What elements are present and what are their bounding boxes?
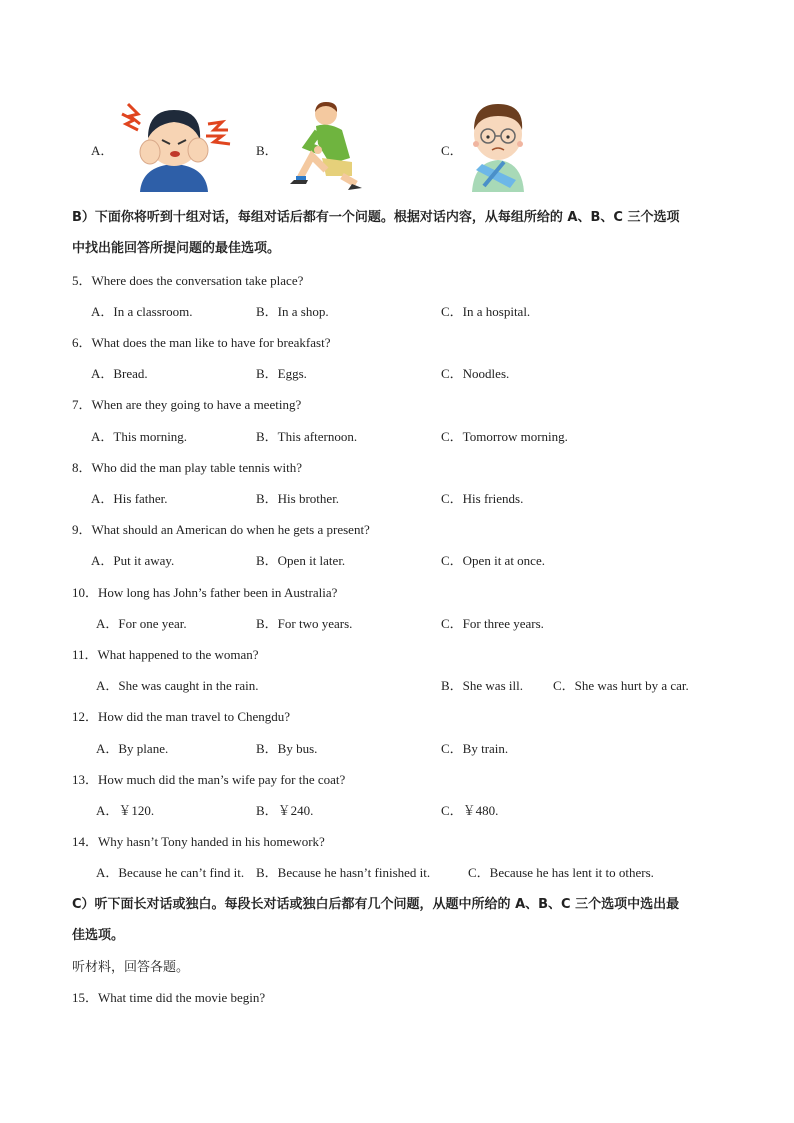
q8-option-c[interactable]: C．His friends. bbox=[441, 491, 524, 506]
q14-option-c[interactable]: C．Because he has lent it to others. bbox=[468, 865, 654, 880]
q11-option-c[interactable]: C．She was hurt by a car. bbox=[553, 678, 689, 693]
q12-option-c[interactable]: C．By train. bbox=[441, 741, 509, 756]
q13-option-a[interactable]: A．￥120. bbox=[96, 803, 155, 818]
question-15: 15．What time did the movie begin? bbox=[72, 990, 266, 1005]
section-c-instruction-line1: C）听下面长对话或独白。每段长对话或独白后都有几个问题，从题中所给的 A、B、C 三个选项中选出最 bbox=[72, 897, 680, 912]
boy-headache-icon bbox=[118, 100, 233, 192]
question-5: 5．Where does the conversation take place? bbox=[72, 273, 304, 288]
q7-option-b[interactable]: B．This afternoon. bbox=[256, 429, 358, 444]
question-13: 13．How much did the man’s wife pay for the coat? bbox=[72, 772, 346, 787]
question-12: 12．How did the man travel to Chengdu? bbox=[72, 709, 291, 724]
section-c-instruction-line2: 佳选项。 bbox=[72, 928, 125, 943]
q5-option-b[interactable]: B．In a shop. bbox=[256, 304, 329, 319]
boy-arm-sling-icon bbox=[464, 100, 532, 192]
q5-option-c[interactable]: C．In a hospital. bbox=[441, 304, 531, 319]
question-14: 14．Why hasn’t Tony handed in his homework? bbox=[72, 834, 325, 849]
q5-option-a[interactable]: A．In a classroom. bbox=[91, 304, 193, 319]
q8-option-a[interactable]: A．His father. bbox=[91, 491, 168, 506]
q11-option-b[interactable]: B．She was ill. bbox=[441, 678, 523, 693]
question-7: 7．When are they going to have a meeting? bbox=[72, 397, 302, 412]
q9-option-b[interactable]: B．Open it later. bbox=[256, 553, 346, 568]
q6-option-a[interactable]: A．Bread. bbox=[91, 366, 148, 381]
q9-option-c[interactable]: C．Open it at once. bbox=[441, 553, 545, 568]
q11-option-a[interactable]: A．She was caught in the rain. bbox=[96, 678, 259, 693]
q6-option-c[interactable]: C．Noodles. bbox=[441, 366, 510, 381]
option-b-label: B． bbox=[256, 143, 278, 158]
q12-option-b[interactable]: B．By bus. bbox=[256, 741, 318, 756]
q13-option-b[interactable]: B．￥240. bbox=[256, 803, 314, 818]
q12-option-a[interactable]: A．By plane. bbox=[96, 741, 169, 756]
boy-hurt-leg-icon bbox=[282, 100, 362, 192]
q9-option-a[interactable]: A．Put it away. bbox=[91, 553, 175, 568]
q10-option-c[interactable]: C．For three years. bbox=[441, 616, 544, 631]
question-6: 6．What does the man like to have for breakfast? bbox=[72, 335, 331, 350]
option-a-label: A． bbox=[91, 143, 114, 158]
q8-option-b[interactable]: B．His brother. bbox=[256, 491, 340, 506]
section-b-instruction-line1: B）下面你将听到十组对话，每组对话后都有一个问题。根据对话内容，从每组所给的 A、B、C 三个选项 bbox=[72, 210, 680, 225]
question-10: 10．How long has John’s father been in Australia? bbox=[72, 585, 338, 600]
question-8: 8．Who did the man play table tennis with? bbox=[72, 460, 302, 475]
section-b-instruction-line2: 中找出能回答所提问题的最佳选项。 bbox=[72, 241, 281, 256]
q14-option-b[interactable]: B．Because he hasn’t finished it. bbox=[256, 865, 431, 880]
q10-option-a[interactable]: A．For one year. bbox=[96, 616, 187, 631]
question-9: 9．What should an American do when he gets a present? bbox=[72, 522, 370, 537]
q10-option-b[interactable]: B．For two years. bbox=[256, 616, 353, 631]
section-c-prompt: 听材料，回答各题。 bbox=[72, 960, 190, 975]
q7-option-a[interactable]: A．This morning. bbox=[91, 429, 188, 444]
q7-option-c[interactable]: C．Tomorrow morning. bbox=[441, 429, 568, 444]
q6-option-b[interactable]: B．Eggs. bbox=[256, 366, 307, 381]
q14-option-a[interactable]: A．Because he can’t find it. bbox=[96, 865, 245, 880]
question-11: 11．What happened to the woman? bbox=[72, 647, 259, 662]
q13-option-c[interactable]: C．￥480. bbox=[441, 803, 499, 818]
option-c-label: C． bbox=[441, 143, 463, 158]
